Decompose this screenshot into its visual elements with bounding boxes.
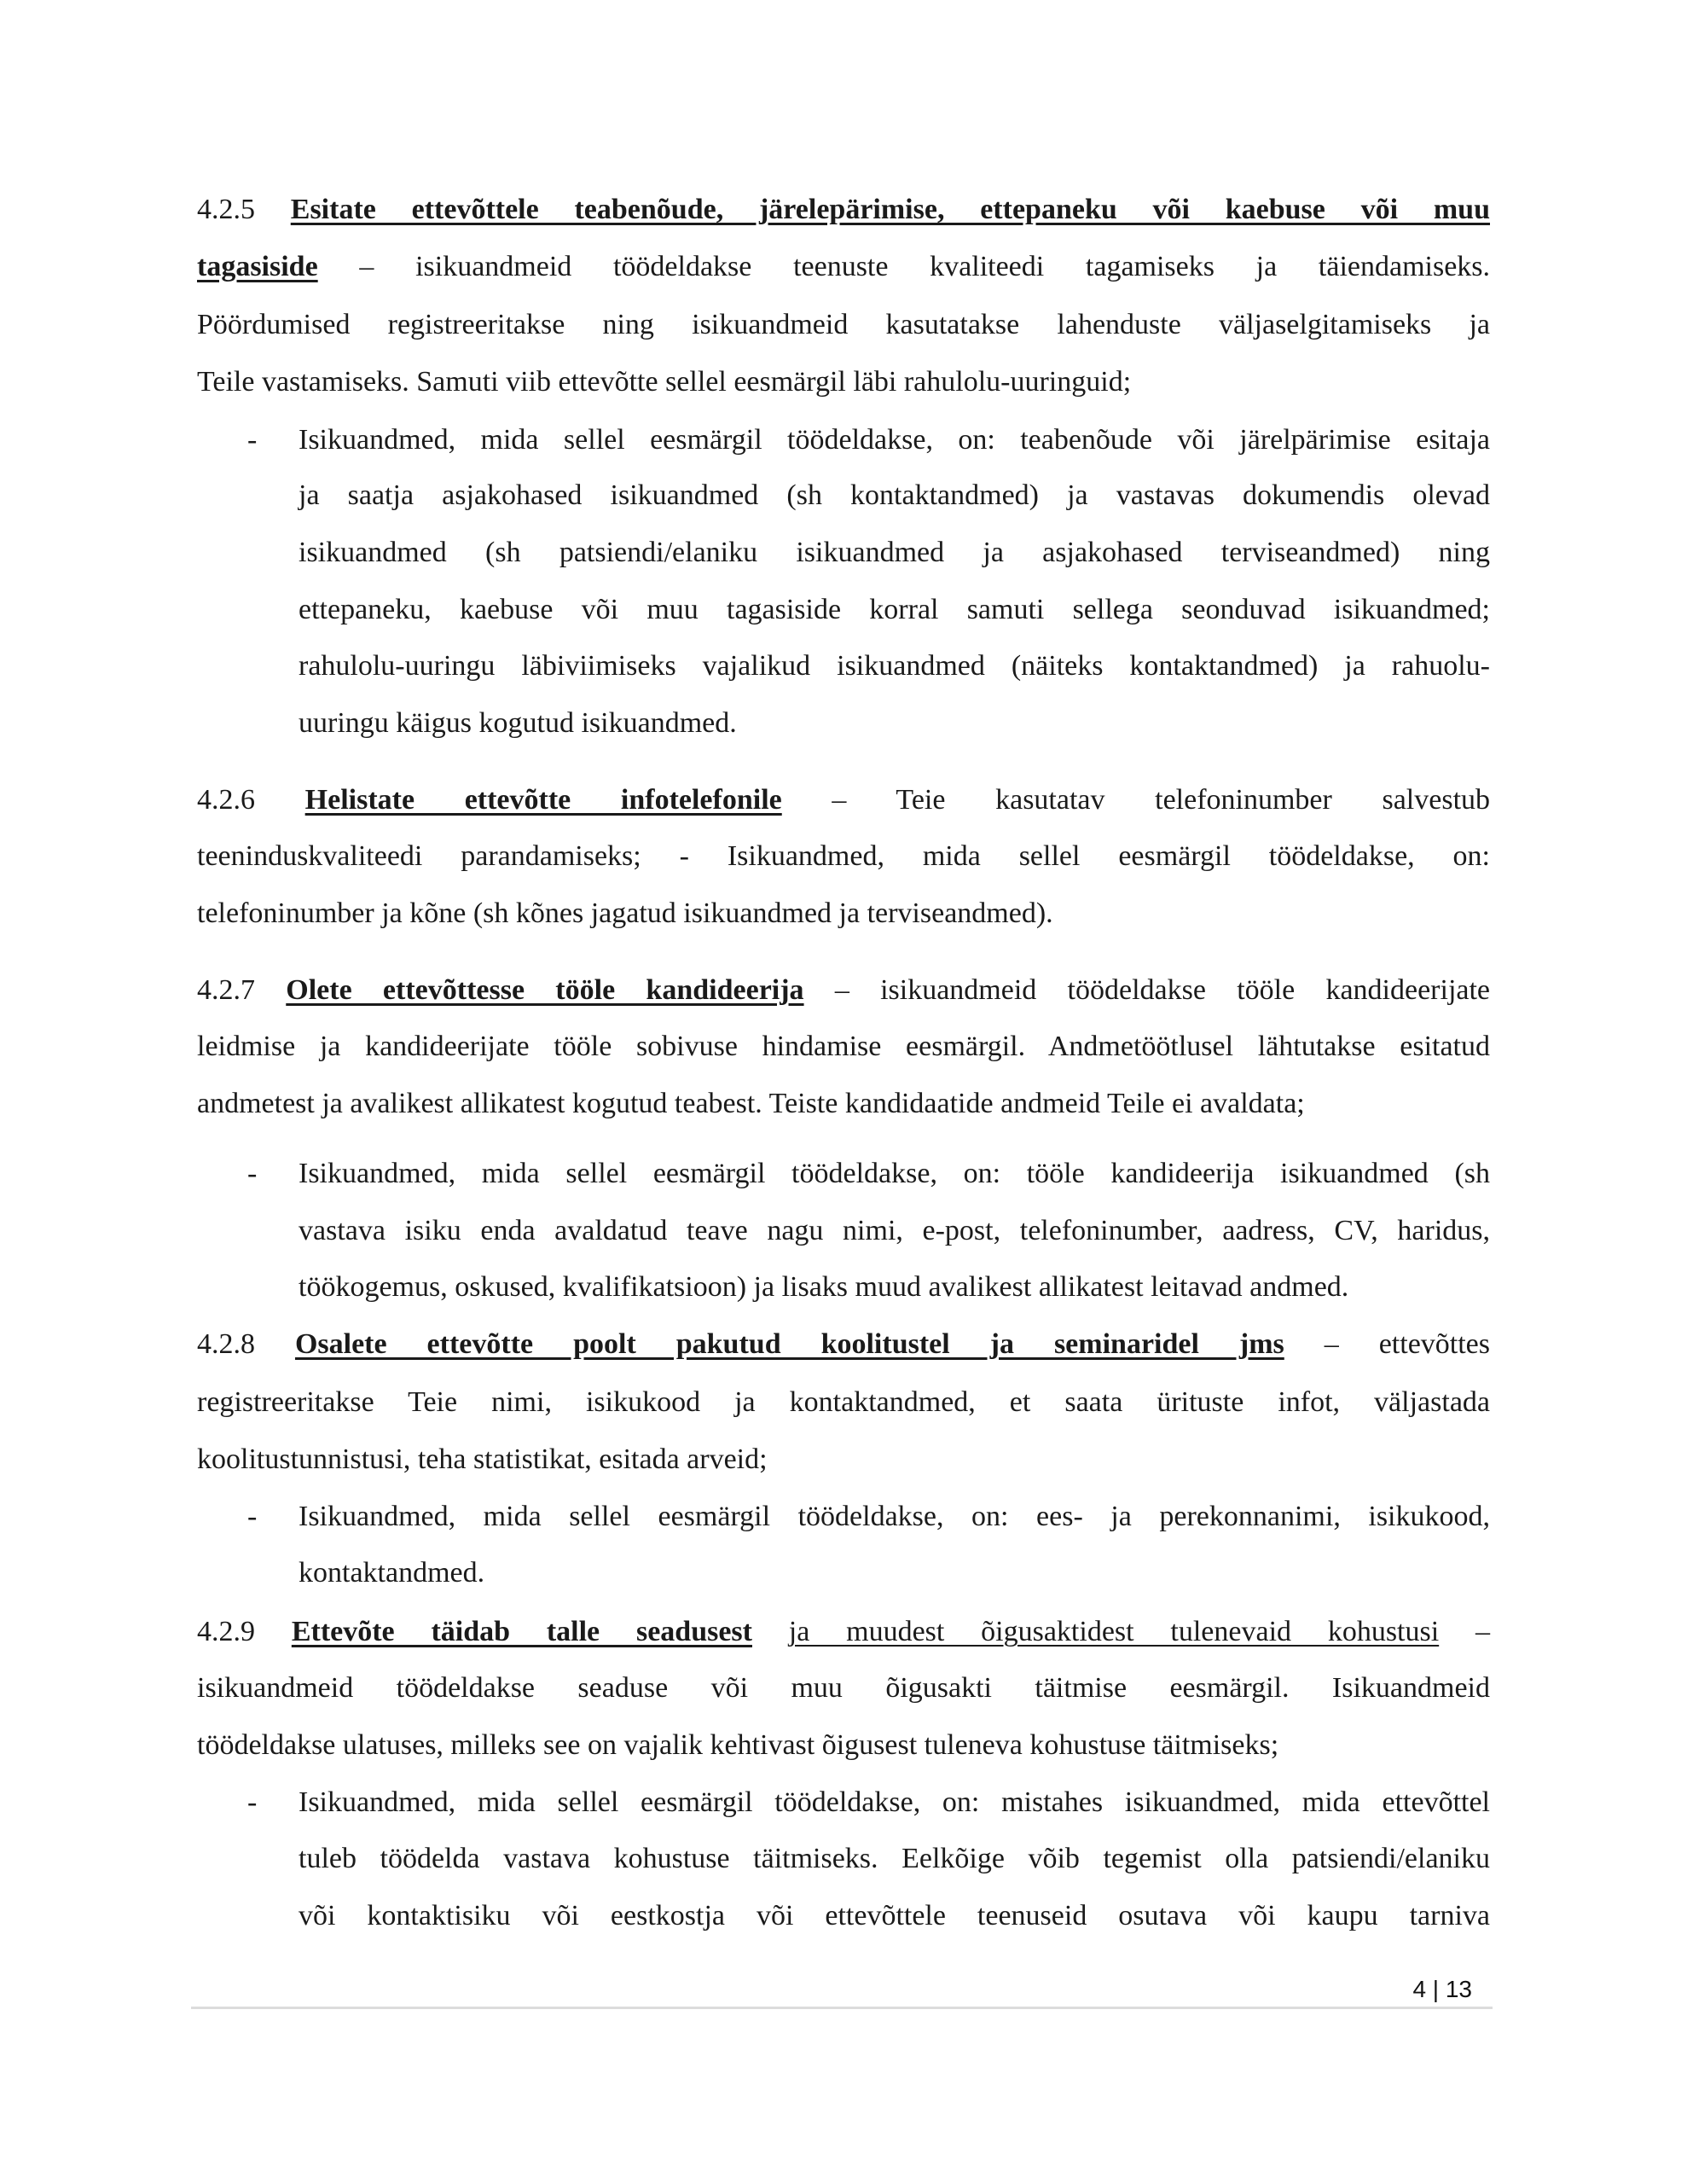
text: – [1475, 1616, 1490, 1647]
paragraph-line: telefoninumber ja kõne (sh kõnes jagatud isikuandmed ja terviseandmed). [197, 897, 1053, 929]
footer-divider [191, 2007, 1493, 2009]
paragraph-line: isikuandmeid töödeldakse seaduse või muu õigusakti täitmise eesmärgil. Isikuandmeid [197, 1672, 1490, 1704]
section-heading: Helistate ettevõtte infotelefonile [304, 784, 782, 816]
text: – isikuandmeid töödeldakse tööle kandideerijate [834, 974, 1491, 1006]
bullet-line: tuleb töödelda vastava kohustuse täitmiseks. Eelkõige võib tegemist olla patsiendi/elaniku [299, 1843, 1490, 1874]
section-number: 4.2.7 [197, 974, 255, 1006]
section-number: 4.2.9 [197, 1616, 255, 1647]
bullet-line: Isikuandmed, mida sellel eesmärgil töödeldakse, on: tööle kandideerija isikuandmed (sh [299, 1158, 1490, 1189]
section-heading-cont: tagasiside [197, 251, 318, 282]
bullet-marker: - [247, 424, 258, 456]
section-heading: Esitate ettevõttele teabenõude, järelepärimise, ettepaneku või kaebuse või muu [290, 194, 1490, 225]
bullet-marker: - [247, 1501, 258, 1532]
section-number: 4.2.6 [197, 784, 255, 816]
bullet-line: ettepaneku, kaebuse või muu tagasiside korral samuti sellega seonduvad isikuandmed; [299, 594, 1490, 625]
section-heading-cont: ja muudest õigusaktidest tulenevaid kohustusi [788, 1616, 1440, 1647]
text: isikuandmeid töödeldakse teenuste kvaliteedi tagamiseks ja täiendamiseks. [415, 251, 1491, 282]
bullet-line: kontaktandmed. [299, 1557, 485, 1589]
section-heading-line [197, 973, 1490, 1008]
section-number: 4.2.5 [197, 194, 255, 225]
paragraph-line: andmetest ja avalikest allikatest kogutud teabest. Teiste kandidaatide andmeid Teile ei avaldata; [197, 1088, 1305, 1119]
paragraph-line [197, 250, 1490, 284]
section-heading-line [197, 1327, 1490, 1362]
paragraph-line: leidmise ja kandideerijate tööle sobivuse hindamise eesmärgil. Andmetöötlusel lähtutakse esitatud [197, 1031, 1490, 1062]
bullet-line: rahulolu-uuringu läbiviimiseks vajalikud isikuandmed (näiteks kontaktandmed) ja rahuolu- [299, 650, 1490, 682]
section-heading: Olete ettevõttesse tööle kandideerija [286, 974, 804, 1006]
bullet-line: uuringu käigus kogutud isikuandmed. [299, 707, 737, 739]
bullet-line: töökogemus, oskused, kvalifikatsioon) ja lisaks muud avalikest allikatest leitavad andmed. [299, 1271, 1349, 1303]
section-heading: Ettevõte täidab talle seadusest [291, 1616, 752, 1647]
paragraph-line: Pöördumised registreeritakse ning isikuandmeid kasutatakse lahenduste väljaselgitamiseks ja [197, 309, 1490, 340]
bullet-marker: - [247, 1786, 258, 1818]
section-heading-line [197, 193, 1490, 227]
bullet-line: Isikuandmed, mida sellel eesmärgil töödeldakse, on: mistahes isikuandmed, mida ettevõttel [299, 1786, 1490, 1818]
section-heading: Osalete ettevõtte poolt pakutud koolitustel ja seminaridel jms [294, 1328, 1284, 1360]
bullet-marker: - [247, 1158, 258, 1189]
dash: – [359, 251, 374, 282]
bullet-line: isikuandmed (sh patsiendi/elaniku isikuandmed ja asjakohased terviseandmed) ning [299, 537, 1490, 568]
page-number: 4 | 13 [1412, 1976, 1472, 2002]
section-heading-line [197, 1615, 1490, 1649]
paragraph-line: töödeldakse ulatuses, milleks see on vajalik kehtivast õigusest tuleneva kohustuse täitmiseks; [197, 1729, 1279, 1761]
text: – Teie kasutatav telefoninumber salvestub [832, 784, 1491, 816]
bullet-line: Isikuandmed, mida sellel eesmärgil töödeldakse, on: teabenõude või järelpärimise esitaja [299, 424, 1490, 456]
paragraph-line: Teile vastamiseks. Samuti viib ettevõtte sellel eesmärgil läbi rahulolu-uuringuid; [197, 366, 1132, 398]
section-number: 4.2.8 [197, 1328, 255, 1360]
paragraph-line: teeninduskvaliteedi parandamiseks; - Isikuandmed, mida sellel eesmärgil töödeldakse, on: [197, 840, 1490, 872]
bullet-line: ja saatja asjakohased isikuandmed (sh kontaktandmed) ja vastavas dokumendis olevad [299, 479, 1490, 511]
paragraph-line: registreeritakse Teie nimi, isikukood ja kontaktandmed, et saata ürituste infot, väljastada [197, 1386, 1490, 1418]
section-heading-line [197, 783, 1490, 817]
paragraph-line: koolitustunnistusi, teha statistikat, esitada arveid; [197, 1443, 768, 1475]
bullet-line: või kontaktisiku või eestkostja või ettevõttele teenuseid osutava või kaupu tarniva [299, 1900, 1490, 1931]
bullet-line: Isikuandmed, mida sellel eesmärgil töödeldakse, on: ees- ja perekonnanimi, isikukood, [299, 1501, 1490, 1532]
bullet-line: vastava isiku enda avaldatud teave nagu nimi, e-post, telefoninumber, aadress, CV, haridus, [299, 1215, 1490, 1246]
text: – ettevõttes [1324, 1328, 1491, 1360]
